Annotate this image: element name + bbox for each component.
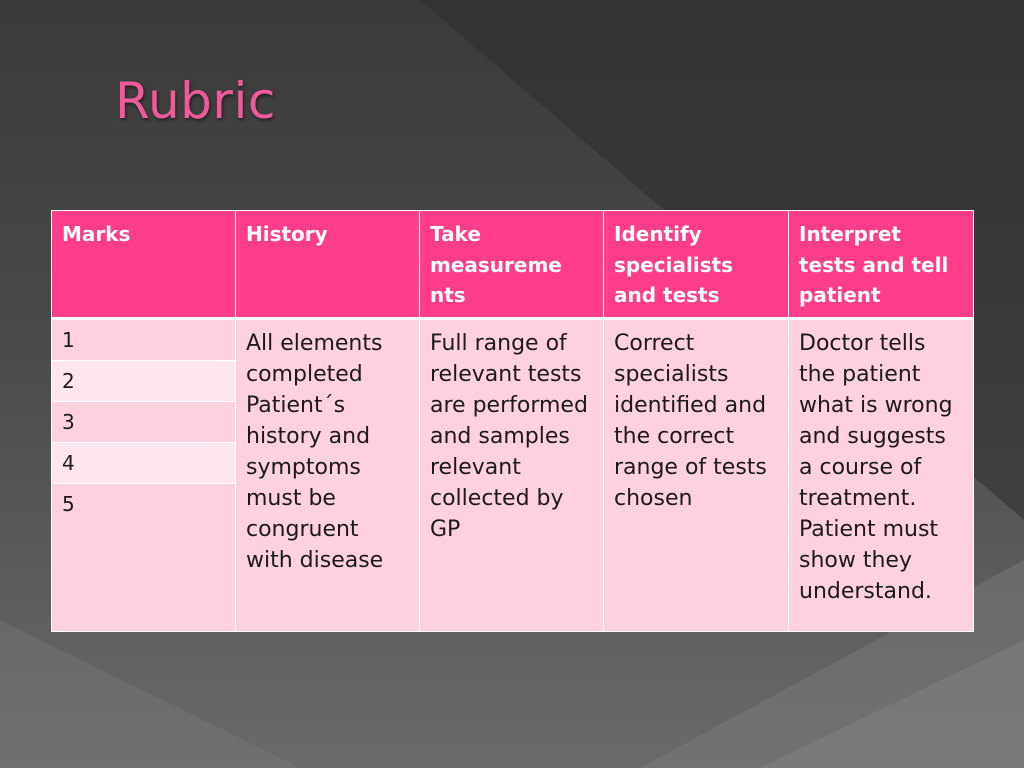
header-identify-specialists: Identify specialists and tests: [604, 211, 789, 319]
table-header-row: [52, 211, 974, 319]
slide-title: Rubric: [115, 72, 276, 130]
header-marks: Marks: [52, 211, 236, 319]
history-cell: All elements completed Patient´s history and symptoms must be congruent with disease: [236, 318, 420, 632]
take-measurements-cell: Full range of relevant tests are performed and samples relevant collected by GP: [420, 318, 604, 632]
marks-cell: [52, 318, 236, 632]
interpret-tests-cell: Doctor tells the patient what is wrong and suggests a course of treatment. Patient must show they understand.: [789, 318, 974, 632]
table-row: [52, 318, 974, 632]
header-interpret-tests: Interpret tests and tell patient: [789, 211, 974, 319]
mark-item-2: 2: [52, 361, 235, 402]
header-history: History: [236, 211, 420, 319]
identify-specialists-cell: Correct specialists identified and the correct range of tests chosen: [604, 318, 789, 632]
mark-item-3: 3: [52, 402, 235, 443]
mark-item-4: 4: [52, 443, 235, 484]
mark-item-5: 5: [52, 484, 235, 525]
mark-item-1: 1: [52, 320, 235, 361]
marks-list: [52, 320, 235, 525]
rubric-table: [51, 210, 974, 632]
header-take-measurements: Take measureme nts: [420, 211, 604, 319]
